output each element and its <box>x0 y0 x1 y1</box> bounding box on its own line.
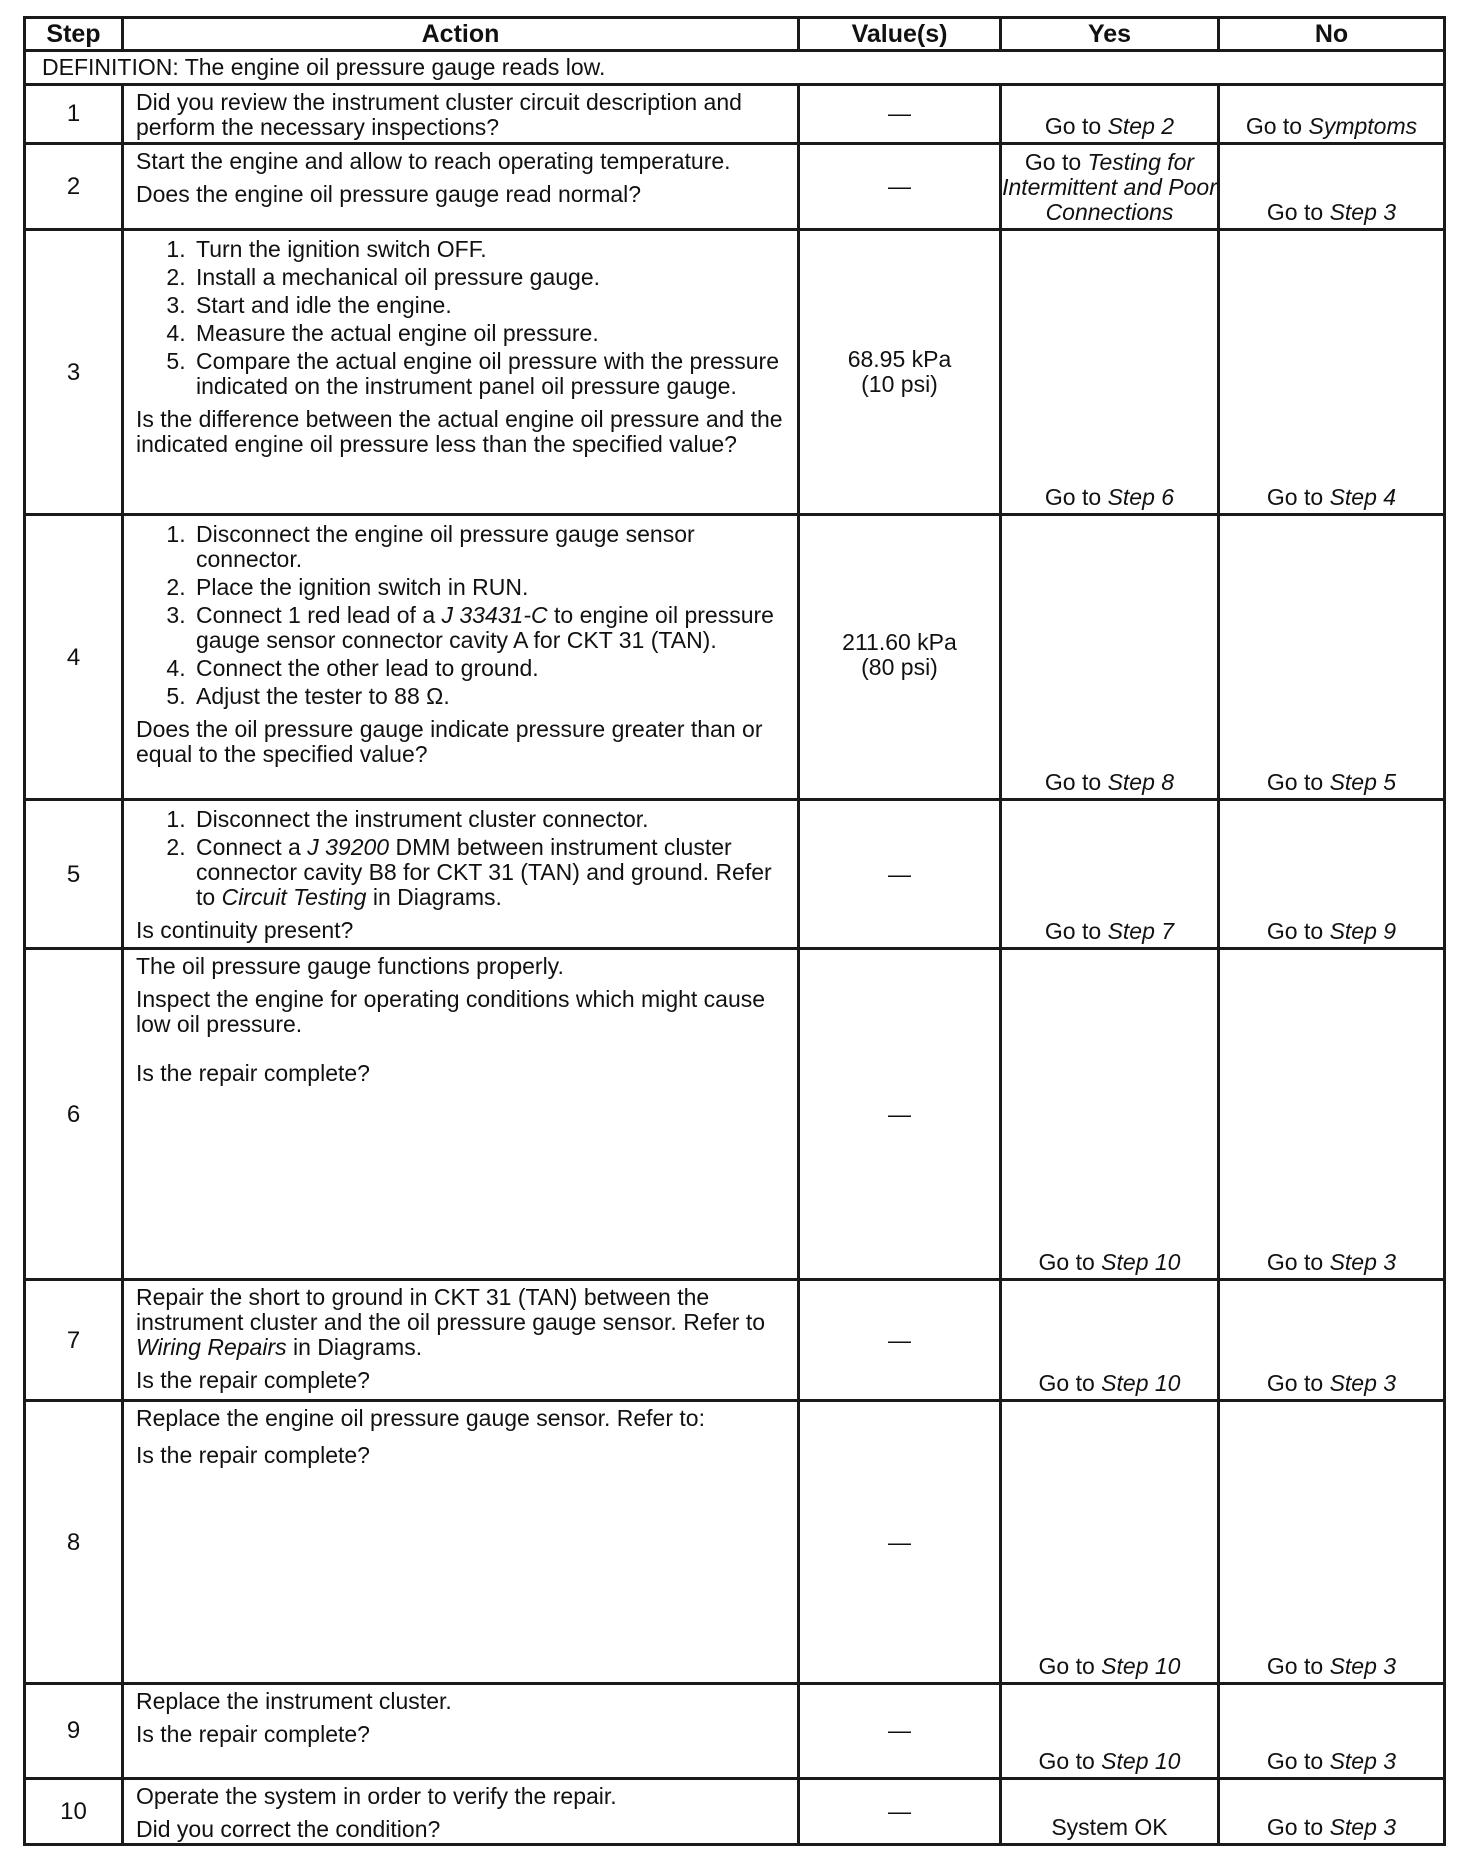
action-question: Did you correct the condition? <box>136 1815 441 1842</box>
step-number: 3 <box>25 229 123 514</box>
list-item: 5. Adjust the tester to 88 Ω. <box>192 684 789 709</box>
value-cell <box>799 229 1001 514</box>
go-to-text: Go to <box>1266 484 1324 511</box>
table-row <box>25 1684 1445 1778</box>
go-to-text: Go to <box>1024 148 1082 175</box>
list-item: 5. Compare the actual engine oil pressure with the pressure indicated on the instrument panel oil pressure gauge. <box>192 349 789 399</box>
value-cell: — <box>799 143 1001 229</box>
list-item: 3. Start and idle the engine. <box>192 293 789 318</box>
testing-intermittent-link[interactable]: Testing for Intermittent and Poor Connections <box>1002 148 1217 225</box>
step-number: 2 <box>25 143 123 229</box>
action-cell <box>123 143 799 229</box>
action-cell <box>123 800 799 949</box>
action-list <box>136 807 789 910</box>
no-cell <box>1219 143 1445 229</box>
diagnostic-table-page <box>23 16 1443 1846</box>
definition-text: DEFINITION: The engine oil pressure gauge reads low. <box>25 51 1445 85</box>
list-item: 4. Connect the other lead to ground. <box>192 656 789 681</box>
action-question: Does the oil pressure gauge indicate pressure greater than or equal to the specified value? <box>136 716 763 768</box>
table-row <box>25 800 1445 949</box>
no-cell <box>1219 1778 1445 1844</box>
step-number: 4 <box>25 515 123 800</box>
go-to-text: Go to <box>1266 1653 1324 1680</box>
value-cell <box>799 515 1001 800</box>
go-to-text: Go to <box>1266 1369 1324 1396</box>
step-number: 6 <box>25 949 123 1280</box>
step-link[interactable]: Step 10 <box>1101 1249 1181 1276</box>
no-cell <box>1219 1280 1445 1401</box>
no-cell <box>1219 1400 1445 1683</box>
action-cell <box>123 515 799 800</box>
header-yes: Yes <box>1001 18 1219 51</box>
action-text-part: Repair the short to ground in CKT 31 (TAN) between the instrument cluster and the oil pressure gauge sensor. Refer to <box>136 1284 766 1336</box>
yes-cell <box>1001 85 1219 143</box>
action-text: The oil pressure gauge functions properly. <box>136 953 564 980</box>
yes-cell <box>1001 1400 1219 1683</box>
action-question: Did you review the instrument cluster circuit description and perform the necessary inspections? <box>136 89 742 141</box>
action-list <box>136 237 789 399</box>
list-item: 2. Install a mechanical oil pressure gauge. <box>192 265 789 290</box>
yes-cell: System OK <box>1001 1778 1219 1844</box>
step-link[interactable]: Step 7 <box>1107 918 1175 945</box>
go-to-text: Go to <box>1044 918 1102 945</box>
header-no: No <box>1219 18 1445 51</box>
go-to-text: Go to <box>1266 1747 1324 1774</box>
symptoms-link[interactable]: Symptoms <box>1308 112 1418 139</box>
tool-number: J 39200 <box>307 834 390 861</box>
value-cell: — <box>799 1684 1001 1778</box>
header-action: Action <box>123 18 799 51</box>
action-text: Inspect the engine for operating conditions which might cause low oil pressure. <box>136 986 766 1038</box>
step-link[interactable]: Step 3 <box>1329 1814 1397 1840</box>
action-text: Start the engine and allow to reach operating temperature. <box>136 147 731 174</box>
step-link[interactable]: Step 2 <box>1107 112 1175 139</box>
yes-cell <box>1001 229 1219 514</box>
go-to-text: Go to <box>1044 112 1102 139</box>
go-to-text: Go to <box>1266 769 1324 796</box>
step-link[interactable]: Step 9 <box>1329 918 1397 945</box>
go-to-text: Go to <box>1266 1249 1324 1276</box>
action-question: Is the repair complete? <box>136 1367 370 1394</box>
step-link[interactable]: Step 3 <box>1329 1653 1397 1680</box>
step-number: 1 <box>25 85 123 143</box>
action-cell <box>123 85 799 143</box>
go-to-text: Go to <box>1038 1249 1095 1276</box>
no-cell <box>1219 229 1445 514</box>
list-item-text: DMM between instrument cluster connector cavity B8 for CKT 31 (TAN) and ground. Refer to <box>196 834 772 911</box>
go-to-text: Go to <box>1245 112 1303 139</box>
value-metric: 211.60 kPa <box>842 629 957 656</box>
yes-cell <box>1001 1684 1219 1778</box>
go-to-text: Go to <box>1266 1814 1324 1840</box>
action-question: Is the difference between the actual engine oil pressure and the indicated engine oil pressure less than the specified value? <box>136 405 783 457</box>
value-cell: — <box>799 85 1001 143</box>
value-imperial: (80 psi) <box>861 654 938 681</box>
no-cell <box>1219 515 1445 800</box>
list-item-text: to engine oil pressure gauge sensor connector cavity A for CKT 31 (TAN). <box>196 602 774 654</box>
value-metric: 68.95 kPa <box>847 345 952 372</box>
list-item: 2. Place the ignition switch in RUN. <box>192 575 789 600</box>
go-to-text: Go to <box>1266 918 1324 945</box>
go-to-text: Go to <box>1038 1747 1095 1774</box>
value-imperial: (10 psi) <box>861 370 938 397</box>
step-link[interactable]: Step 10 <box>1101 1653 1181 1680</box>
step-link[interactable]: Step 3 <box>1329 1747 1397 1774</box>
no-cell <box>1219 1684 1445 1778</box>
action-cell <box>123 1778 799 1844</box>
list-item-text: Connect a <box>196 834 308 861</box>
action-cell <box>123 1280 799 1401</box>
yes-cell <box>1001 1280 1219 1401</box>
step-link[interactable]: Step 3 <box>1329 1369 1397 1396</box>
action-question: Is continuity present? <box>136 917 354 944</box>
step-number: 9 <box>25 1684 123 1778</box>
yes-cell <box>1001 515 1219 800</box>
table-row <box>25 1400 1445 1683</box>
table-row <box>25 515 1445 800</box>
header-row <box>25 18 1445 51</box>
diagnostic-table <box>23 16 1446 1846</box>
no-cell <box>1219 800 1445 949</box>
list-item <box>192 835 789 910</box>
step-number: 7 <box>25 1280 123 1401</box>
circuit-testing-link[interactable]: Circuit Testing <box>221 884 367 911</box>
table-row <box>25 1280 1445 1401</box>
action-list <box>136 522 789 709</box>
step-number: 10 <box>25 1778 123 1844</box>
action-text <box>136 1285 789 1360</box>
action-question: Does the engine oil pressure gauge read normal? <box>136 180 642 207</box>
action-cell <box>123 1684 799 1778</box>
value-cell: — <box>799 800 1001 949</box>
value-cell: — <box>799 1280 1001 1401</box>
wiring-repairs-link[interactable]: Wiring Repairs <box>136 1334 287 1361</box>
action-text: Replace the instrument cluster. <box>136 1688 452 1715</box>
action-question: Is the repair complete? <box>136 1441 370 1468</box>
action-text: Replace the engine oil pressure gauge sensor. Refer to: <box>136 1404 705 1431</box>
list-item <box>192 603 789 653</box>
value-cell: — <box>799 1400 1001 1683</box>
go-to-text: Go to <box>1038 1369 1095 1396</box>
no-cell <box>1219 85 1445 143</box>
action-text-part: in Diagrams. <box>286 1334 423 1361</box>
step-link[interactable]: Step 4 <box>1329 484 1397 511</box>
list-item: 1. Disconnect the engine oil pressure gauge sensor connector. <box>192 522 789 572</box>
header-step: Step <box>25 18 123 51</box>
table-row <box>25 949 1445 1280</box>
go-to-text: Go to <box>1044 769 1102 796</box>
step-link[interactable]: Step 10 <box>1101 1747 1181 1774</box>
yes-cell <box>1001 949 1219 1280</box>
no-cell <box>1219 949 1445 1280</box>
list-item: 1. Turn the ignition switch OFF. <box>192 237 789 262</box>
step-link[interactable]: Step 8 <box>1107 769 1175 796</box>
step-link[interactable]: Step 6 <box>1107 484 1175 511</box>
step-link[interactable]: Step 10 <box>1101 1369 1181 1396</box>
list-item: 1. Disconnect the instrument cluster connector. <box>192 807 789 832</box>
table-row <box>25 229 1445 514</box>
yes-cell <box>1001 800 1219 949</box>
go-to-text: Go to <box>1266 198 1324 225</box>
list-item: 4. Measure the actual engine oil pressure. <box>192 321 789 346</box>
step-link[interactable]: Step 3 <box>1329 198 1397 225</box>
table-row <box>25 85 1445 143</box>
step-link[interactable]: Step 5 <box>1329 769 1397 796</box>
table-row <box>25 143 1445 229</box>
value-cell: — <box>799 1778 1001 1844</box>
step-number: 8 <box>25 1400 123 1683</box>
action-question: Is the repair complete? <box>136 1060 370 1087</box>
header-values: Value(s) <box>799 18 1001 51</box>
yes-cell <box>1001 143 1219 229</box>
action-cell <box>123 949 799 1280</box>
go-to-text: Go to <box>1044 484 1102 511</box>
action-text: Operate the system in order to verify the repair. <box>136 1782 617 1809</box>
action-cell <box>123 229 799 514</box>
table-row <box>25 1778 1445 1844</box>
value-cell: — <box>799 949 1001 1280</box>
go-to-text: Go to <box>1038 1653 1095 1680</box>
list-item-text: Connect 1 red lead of a <box>196 602 442 629</box>
action-question: Is the repair complete? <box>136 1721 370 1748</box>
tool-number: J 33431-C <box>441 602 548 629</box>
action-cell <box>123 1400 799 1683</box>
step-number: 5 <box>25 800 123 949</box>
step-link[interactable]: Step 3 <box>1329 1249 1397 1276</box>
definition-row <box>25 51 1445 85</box>
list-item-text: in Diagrams. <box>366 884 502 911</box>
